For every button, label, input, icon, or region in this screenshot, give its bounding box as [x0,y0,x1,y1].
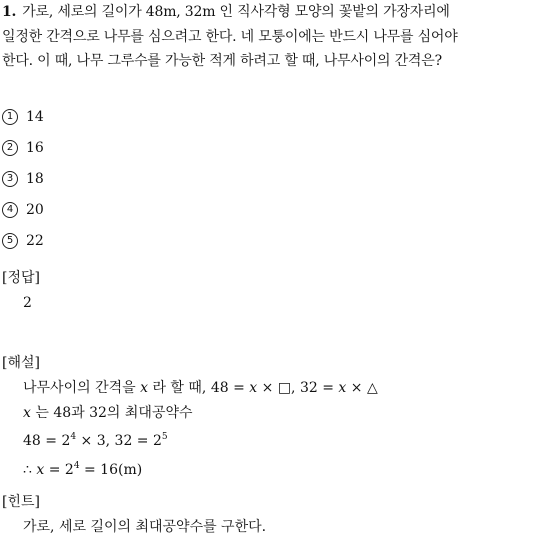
answer-value: 2 [23,295,32,311]
answer-label: [정답] [2,270,40,286]
choice-value: 16 [26,139,44,156]
question-number: 1. [2,4,17,20]
hint-text: 가로, 세로 길이의 최대공약수를 구한다. [23,519,267,535]
explanation-text: 라 할 때, 48 = [148,380,250,396]
explanation-body [23,376,378,482]
question-text-line-1: 가로, 세로의 길이가 48m, 32m 인 직사각형 모양의 꽃밭의 가장자리에 [22,4,450,20]
explanation-text: 는 48과 32의 최대공약수 [30,404,193,421]
math-variable: x [140,380,148,396]
choice-item-1[interactable] [2,101,302,132]
choice-value: 22 [26,232,44,249]
choice-value: 20 [26,201,44,218]
therefore-symbol: ∴ [23,461,37,478]
explanation-label: [해설] [2,355,40,371]
choice-number-icon: 5 [2,233,18,249]
math-variable: x [36,461,45,478]
question-text-line-3: 한다. 이 때, 나무 그루수를 가능한 적게 하려고 할 때, 나무사이의 간격은? [2,53,442,69]
explanation-text: = 16(m) [79,461,143,478]
explanation-text: × □, 32 = [257,380,339,396]
choice-number-icon: 3 [2,171,18,187]
math-variable: x [338,380,347,396]
question-line-1 [2,0,530,25]
hint-label: [힌트] [2,494,40,510]
explanation-line-3 [23,425,378,454]
explanation-text: 48 = 2 [23,433,71,449]
math-variable: x [249,380,258,396]
choice-number-icon: 2 [2,140,18,156]
explanation-text: × 3, 32 = 2 [76,433,162,449]
explanation-line-1 [23,376,378,401]
exponent: 4 [73,460,80,471]
choice-value: 14 [26,108,44,125]
choice-number-icon: 1 [2,109,18,125]
choice-list [2,101,302,256]
choice-value: 18 [26,170,44,187]
explanation-text: 나무사이의 간격을 [23,380,141,396]
explanation-text: = 2 [44,461,74,478]
exponent: 4 [70,432,77,442]
choice-number-icon: 4 [2,202,18,218]
choice-item-5[interactable] [2,225,302,256]
choice-item-2[interactable] [2,132,302,163]
question-block [2,0,530,74]
explanation-text: × △ [346,380,378,396]
question-text-line-2: 일정한 간격으로 나무를 심으려고 한다. 네 모퉁이에는 반드시 나무를 심어야 [2,28,458,45]
choice-item-3[interactable] [2,163,302,194]
math-variable: x [23,404,31,421]
explanation-line-4 [23,454,378,483]
exponent: 5 [161,432,168,442]
explanation-line-2 [23,401,378,426]
choice-item-4[interactable] [2,194,302,225]
